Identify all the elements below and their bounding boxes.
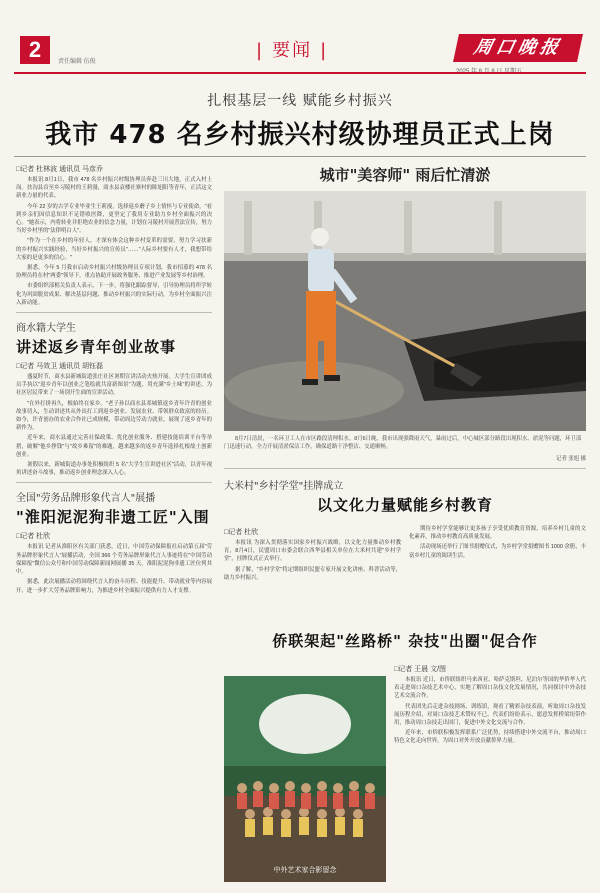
lead-byline: □记者 杜林波 通讯员 马彦乔 [16,166,104,173]
story4-col-a [224,523,401,584]
paragraph: 本报讯 8月1日，我市 478 名乡村振兴村级协理员奔赴三川大地，正式入村上岗。扶沟县首至乡习陵村的王莉漫，商水县袁楼社寨村的陈旭阳等青年，正活这文新业力量的代表。 [16,177,212,200]
newspaper-logo: 周口晚报 [453,34,583,62]
story3-headline: "淮阳泥泥狗非遗工匠"入围 [16,508,210,527]
paragraph: "在外打拼再久，根始终在家乡。"老子孙以商水县邓城镇返乡青年许青的创业故事切入，生动讲述其从外出打工到返乡创业、发展农业、带领群众致富的经历。如今，许青创办的农业合作社已成规模，带动周边劳动力就业，展现了返乡青年的新作为。 [16,400,212,432]
paragraph: 本报讯 为深入贯彻落实国家乡村振兴战略，以文化力量推动乡村教育，8月4日，民盟周口市委会联合西华县相关单位在大米村共建"乡村学堂"，挂牌仪式正式举行。 [224,540,401,563]
story4-byline: □记者 杜欣 [224,529,259,536]
paragraph: 据悉，今年 5 月我市启动乡村振兴村级协理员专项计划，我市招募的 478 名协理员将在村"两委"领导下，重点协助开展政务服务、推进产业发展等乡村治理。 [16,265,212,280]
story2-kicker: 商水籍大学生 [16,323,76,335]
paragraph: 近年来，商水县通过完善社保政策、优化创业服务、搭建技能培训平台等举措，破解"他乡挣钱"与"故乡难留"的难题，越来越多的返乡青年选择扎根故土创新创业。 [16,435,212,458]
story4-columns [224,523,586,584]
paragraph: 代表团先后走进杂技剧场、训练馆，观看了精彩杂技表演，听取周口杂技发展历程介绍，对周口杂技艺术赞叹不已。代表们纷纷表示，愿意发挥桥梁纽带作用，推动周口杂技走出国门，促进中外文化交流与合作。 [394,703,586,727]
lead-kicker: 扎根基层一线 赋能乡村振兴 [207,93,393,109]
divider [224,468,586,469]
story4-headline: 以文化力量赋能乡村教育 [316,496,493,514]
headline-rule [14,156,586,157]
street-cleaning-photo [224,191,586,431]
masthead [0,0,600,70]
lead-body [16,176,212,307]
paragraph: 近年来，市侨联积极发挥联系广泛优势，持续搭建中外交流平台，推动周口特色文化走向世界，为周口对外开放贡献侨界力量。 [394,730,586,745]
paragraph: 暑假以来，新城街道办事处积极组织 5 名"大学生宣讲进社区"活动，以青年视角讲述奋斗故事，推动返乡创业理念深入人心。 [16,462,212,477]
story5-column [394,660,586,748]
right-column [224,160,586,584]
paragraph: "作为一个在乡村的年轻人，才深有体会这种乡村变革的需要，努力学习扶新的乡村振兴实践经验，当好乡村振兴的宣传员"……"人际乡村要有人才，我想带给大家的是更多的信心。" [16,238,212,261]
photo-caption: 8月7日清晨，一名环卫工人在市区路段清理积水。8月6日晚，我市出现强降雨天气，暴雨过后，中心城区部分路段出现积水、淤泥等问题，环卫部门迅速行动，全力开展清淤保洁工作，确保道路干净整洁、交通顺畅。 [224,436,582,450]
editor-credit: 责任编辑 伍俊 [58,59,96,65]
paragraph: 期待乡村学堂能够让更多孩子享受优质教育资源，培养乡村儿童的文化素养，推动乡村教育高质量发展。 [409,526,586,541]
story4-kicker: 大米村"乡村学堂"挂牌成立 [224,481,344,492]
street-cleaning-illustration [224,191,586,431]
paragraph: 本报讯 记者从淮阳区有关部门获悉，近日，中国劳动保障报社启动第五届"劳务品牌形象代言人"展播活动，全国 366 个劳务品牌形象代言人事迹将在"中国劳动保障报"微信公众号和中国劳动保障新闻网展播 35 天。淮阳泥泥狗非遗工匠位列其中。 [16,544,212,576]
paragraph: 本报讯 近日，市侨联组织马来西亚、哈萨克斯坦、尼泊尔等国的华侨华人代表走进周口杂技艺术中心，实地了解周口杂技文化发展情况，共同探讨中外杂技艺术交流合作。 [394,677,586,700]
paragraph: 市委组织部相关负责人表示，下一步，将强化跟踪督导，引导协理员将所学转化为巩固脱贫成果、解决基层问题、推动乡村振兴的实际行动，为乡村全面振兴注入新动能。 [16,283,212,306]
photo-title: 城市"美容师" 雨后忙清淤 [319,166,491,184]
page-number: 2 [20,36,50,64]
photo-watermark: 中外艺术家合影留念 [273,866,337,874]
story5-headline: 侨联架起"丝路桥" 杂技"出圈"促合作 [272,632,538,650]
paragraph: 据了解，"乡村学堂"将定期组织民盟专家开展文化讲座、科普活动等，助力乡村振兴。 [224,566,401,581]
story5-byline: □记者 王晨 文/图 [394,666,447,673]
story3-kicker: 全国"劳务品牌形象代言人"展播 [16,493,156,505]
paragraph: 盛夏时节，商水县新城街道张庄社区暑期宣讲活动火热开展。大学生宣讲团成员手执以"返乡青年以创业之笔绘就共富新图景"为题，用充满"乡土味"的讲述，为社区居民带来了一场别开生面的宣讲活动。 [16,374,212,397]
divider [16,482,212,483]
story5-body [394,676,586,746]
paragraph: 今年 22 岁的古学专业毕业生王莉漫，选择返乡蘑子乡土情怀与专业使命。"看到乡亲们因信息知识不足错收医降，更坚定了我用专业助力乡村全面振兴的决心。"她表示，内将转业并拒绝农业的信念力量，计划在习陵村开展普法宣传，努力当好乡村里的"法律明白人"。 [16,203,212,235]
divider [16,312,212,313]
left-column [16,160,212,597]
group-photo [224,676,386,882]
story3-byline: □记者 杜欣 [16,533,51,541]
story2-body [16,373,212,477]
story2-byline: □记者 马效卫 通讯员 胡钰磊 [16,363,104,371]
lead-headline: 我市 478 名乡村振兴村级协理员正式上岗 [45,120,555,150]
paragraph: 活动现场还举行了图书捐赠仪式，为乡村学堂捐赠图书 1000 余册，丰富乡村儿童的阅读生活。 [409,544,586,559]
photo-credit: 记者 张旭 摄 [556,456,586,462]
section-name: | 要闻 | [248,36,336,62]
story2-headline: 讲述返乡青年创业故事 [16,338,177,357]
story4-col-b [409,523,586,584]
paragraph: 据悉，此次展播活动将围绕代言人的奋斗历程、技能提升、带动就业等内容展开，进一步扩大劳务品牌影响力，为推进乡村全面振兴提供有力人才支撑。 [16,579,212,594]
story3-body [16,543,212,594]
header-rule [14,72,586,74]
group-photo-illustration [224,676,386,882]
